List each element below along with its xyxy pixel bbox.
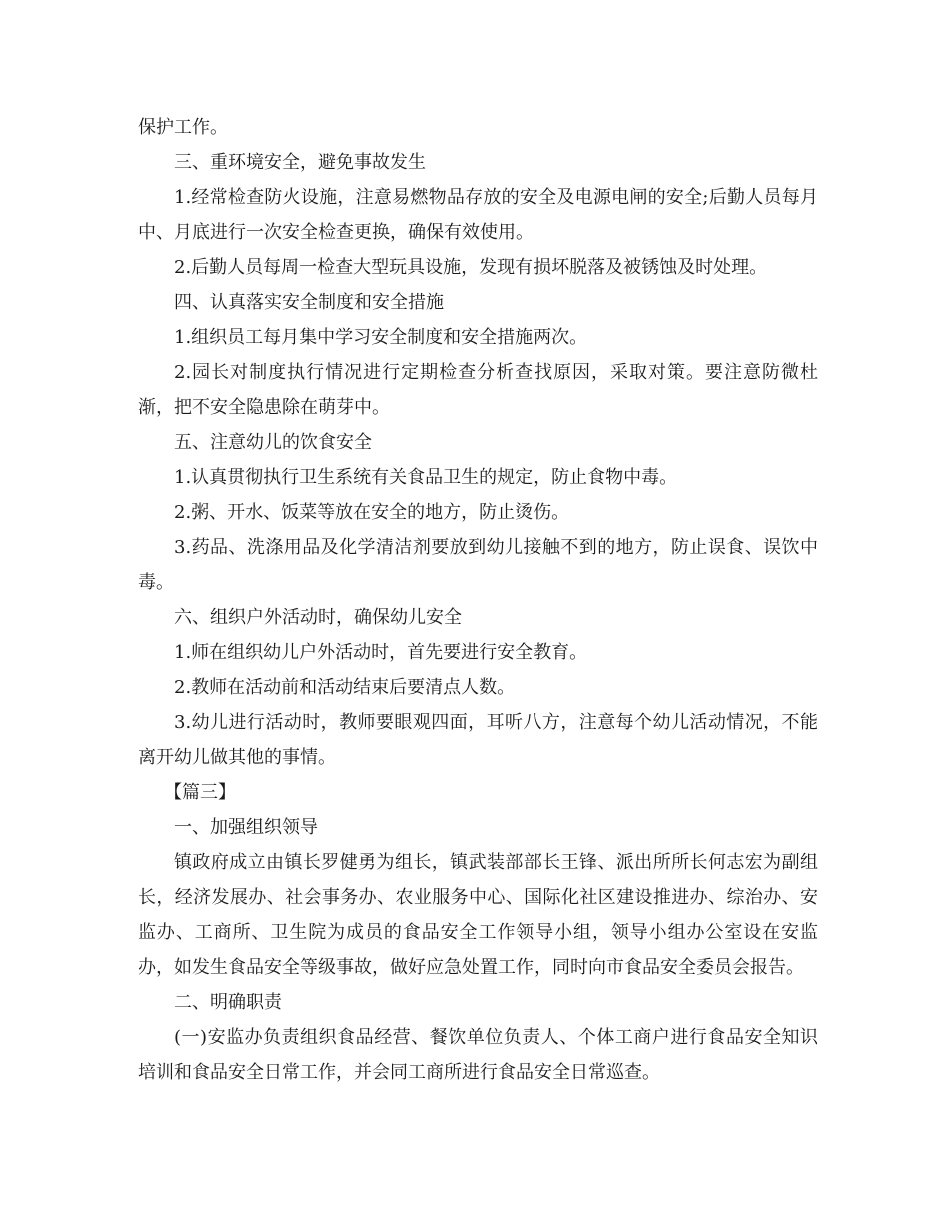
paragraph: 3.幼儿进行活动时，教师要眼观四面，耳听八方，注意每个幼儿活动情况，不能离开幼儿做其他的事情。	[138, 712, 818, 768]
paragraph: 2.粥、开水、饭菜等放在安全的地方，防止烫伤。	[174, 502, 570, 523]
section-heading-2: 二、明确职责	[174, 992, 282, 1013]
paragraph: 2.园长对制度执行情况进行定期检查分析查找原因，采取对策。要注意防微杜渐，把不安全隐患除在萌芽中。	[138, 362, 818, 418]
section-heading-4: 四、认真落实安全制度和安全措施	[174, 292, 444, 313]
section-heading-6: 六、组织户外活动时，确保幼儿安全	[174, 607, 462, 628]
document-body	[138, 110, 818, 1090]
paragraph: 1.经常检查防火设施，注意易燃物品存放的安全及电源电闸的安全;后勤人员每月中、月底进行一次安全检查更换，确保有效使用。	[138, 187, 818, 243]
part-title: 【篇三】	[164, 782, 236, 803]
paragraph: 1.师在组织幼儿户外活动时，首先要进行安全教育。	[174, 642, 588, 663]
section-heading-5: 五、注意幼儿的饮食安全	[174, 432, 372, 453]
section-heading-1: 一、加强组织领导	[174, 817, 318, 838]
paragraph: 2.教师在活动前和活动结束后要清点人数。	[174, 677, 516, 698]
paragraph: 3.药品、洗涤用品及化学清洁剂要放到幼儿接触不到的地方，防止误食、误饮中毒。	[138, 537, 818, 593]
section-heading-3: 三、重环境安全，避免事故发生	[174, 152, 426, 173]
paragraph: 1.认真贯彻执行卫生系统有关食品卫生的规定，防止食物中毒。	[174, 467, 678, 488]
paragraph-continuation: 保护工作。	[138, 117, 228, 138]
paragraph: 2.后勤人员每周一检查大型玩具设施，发现有损坏脱落及被锈蚀及时处理。	[174, 257, 768, 278]
paragraph: 1.组织员工每月集中学习安全制度和安全措施两次。	[174, 327, 588, 348]
paragraph: 镇政府成立由镇长罗健勇为组长，镇武装部部长王锋、派出所所长何志宏为副组长，经济发展办、社会事务办、农业服务中心、国际化社区建设推进办、综治办、安监办、工商所、卫生院为成员的食品安全工作领导小组，领导小组办公室设在安监办，如发生食品安全等级事故，做好应急处置工作，同时向市食品安全委员会报告。	[138, 852, 818, 978]
paragraph: (一)安监办负责组织食品经营、餐饮单位负责人、个体工商户进行食品安全知识培训和食品安全日常工作，并会同工商所进行食品安全日常巡查。	[138, 1027, 818, 1083]
